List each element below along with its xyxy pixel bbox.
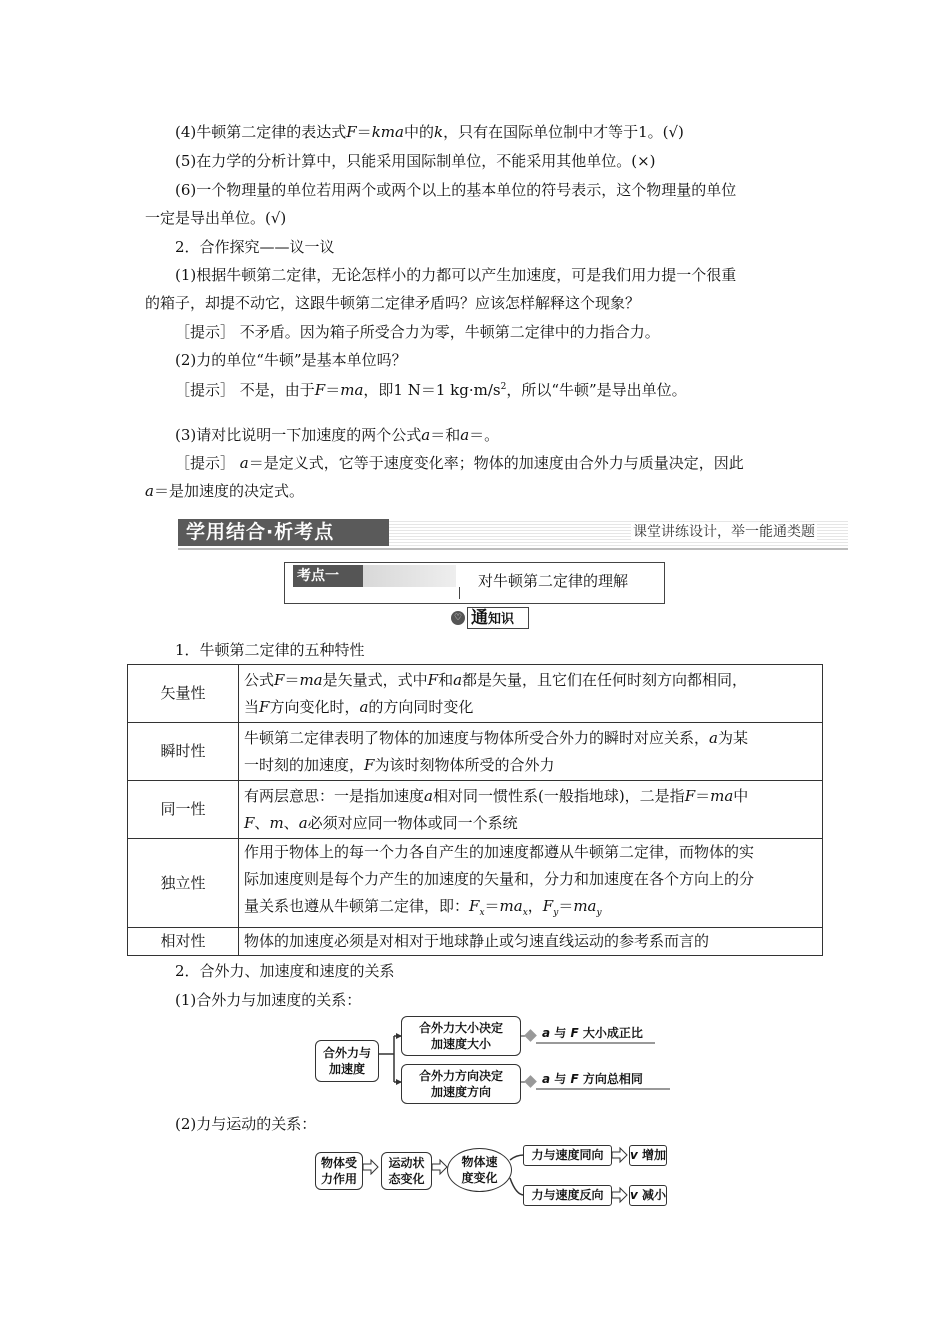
key-point-tag: 考点一 xyxy=(293,565,456,587)
table-row xyxy=(128,723,823,781)
diagram1-root: 合外力与 加速度 xyxy=(315,1040,379,1082)
statement-6-line1: (6)一个物理量的单位若用两个或两个以上的基本单位的符号表示，这个物理量的单位 xyxy=(175,181,737,199)
property-name: 同一性 xyxy=(128,781,239,839)
description-line: 有两层意思：一是指加速度a相对同一惯性系(一般指地球)，二是指F＝ma中 xyxy=(244,786,749,805)
question-1-line2: 的箱子，却提不动它，这跟牛顿第二定律矛盾吗？应该怎样解释这个现象？ xyxy=(145,294,641,312)
tongzhishi-box: 通知识 xyxy=(467,607,529,629)
description-line: 一时刻的加速度，F为该时刻物体所受的合外力 xyxy=(244,755,555,774)
answer-3-line2: a＝是加速度的决定式。 xyxy=(145,482,304,500)
answer-2: ［提示］ 不是，由于F＝ma，即1 N＝1 $kg\cdot m/s^2$，所以“牛顿”是导出单位。 xyxy=(175,381,687,399)
description-line: 公式F＝ma是矢量式，式中F和a都是矢量，且它们在任何时刻方向都相同， xyxy=(244,670,748,689)
banner-title: 学用结合·析考点 xyxy=(178,519,389,546)
diagram1-top-result: a 与 F 大小成正比 xyxy=(542,1026,643,1040)
key-point-tick xyxy=(459,587,460,599)
tongzhishi-label xyxy=(451,607,531,631)
banner-subtitle: 课堂讲练设计，举一能通类题 xyxy=(633,524,815,540)
subsection-sub-1: (1)合外力与加速度的关系： xyxy=(175,991,362,1009)
property-description xyxy=(239,839,823,928)
subsection-sub-2: (2)力与运动的关系： xyxy=(175,1115,317,1133)
heart-icon: ♡ xyxy=(451,611,465,625)
diagram1-top-box: 合外力大小决定 加速度大小 xyxy=(401,1016,521,1056)
diamond-icon xyxy=(524,1029,537,1042)
properties-table xyxy=(127,664,823,956)
diagram2-box-state: 运动状 态变化 xyxy=(381,1152,432,1190)
diamond-icon xyxy=(524,1075,537,1088)
property-name: 瞬时性 xyxy=(128,723,239,781)
key-point-title: 对牛顿第二定律的理解 xyxy=(478,572,629,590)
table-row xyxy=(128,928,823,956)
description-line: 际加速度则是每个力产生的加速度的矢量和，分力和加速度在各个方向上的分 xyxy=(244,870,755,888)
diagram1-bottom-result: a 与 F 方向总相同 xyxy=(542,1072,643,1086)
question-1-line1: (1)根据牛顿第二定律，无论怎样小的力都可以产生加速度，可是我们用力提一个很重 xyxy=(175,266,737,284)
property-name: 独立性 xyxy=(128,839,239,928)
statement-5: (5)在力学的分析计算中，只能采用国际制单位，不能采用其他单位。(×) xyxy=(175,152,656,170)
description-line: 牛顿第二定律表明了物体的加速度与物体所受合外力的瞬时对应关系，a为某 xyxy=(244,728,748,747)
section-heading-discuss: 2．合作探究——议一议 xyxy=(175,238,335,256)
table-row xyxy=(128,665,823,723)
description-line: 物体的加速度必须是对相对于地球静止或匀速直线运动的参考系而言的 xyxy=(244,932,710,950)
table-row xyxy=(128,781,823,839)
key-point-box xyxy=(284,562,665,604)
section-banner xyxy=(178,519,848,546)
diagram1-bottom-box: 合外力方向决定 加速度方向 xyxy=(401,1064,521,1104)
statement-4: (4)牛顿第二定律的表达式F＝kma中的k，只有在国际单位制中才等于1。(√) xyxy=(175,123,684,141)
diagram2-ellipse-velocity: 物体速 度变化 xyxy=(447,1148,512,1192)
description-line: F、m、a必须对应同一物体或同一个系统 xyxy=(244,813,518,832)
property-description xyxy=(239,928,823,956)
answer-1: ［提示］ 不矛盾。因为箱子所受合力为零，牛顿第二定律中的力指合力。 xyxy=(175,323,660,341)
diagram2-upper-box: 力与速度同向 xyxy=(523,1145,612,1166)
property-description xyxy=(239,781,823,839)
banner-underline xyxy=(178,548,848,550)
description-line: 当F方向变化时，a的方向同时变化 xyxy=(244,697,474,716)
subsection-title-1: 1．牛顿第二定律的五种特性 xyxy=(175,641,365,659)
diagram2-lower-box: 力与速度反向 xyxy=(523,1185,612,1206)
property-description xyxy=(239,665,823,723)
statement-6-line2: 一定是导出单位。(√) xyxy=(145,209,287,227)
table-row xyxy=(128,839,823,928)
property-description xyxy=(239,723,823,781)
subsection-title-2: 2．合外力、加速度和速度的关系 xyxy=(175,962,395,980)
diagram2-upper-result: v 增加 xyxy=(629,1145,667,1166)
description-line: 作用于物体上的每一个力各自产生的加速度都遵从牛顿第二定律，而物体的实 xyxy=(244,843,755,861)
question-2: (2)力的单位“牛顿”是基本单位吗？ xyxy=(175,351,407,369)
answer-3-line1: ［提示］ a＝是定义式，它等于速度变化率；物体的加速度由合外力与质量决定，因此 xyxy=(175,454,744,472)
property-name: 矢量性 xyxy=(128,665,239,723)
diagram2-lower-result: v 减小 xyxy=(629,1185,667,1206)
diagram2-box-force: 物体受 力作用 xyxy=(315,1152,363,1190)
property-name: 相对性 xyxy=(128,928,239,956)
question-3: (3)请对比说明一下加速度的两个公式a＝和a＝。 xyxy=(175,426,500,444)
description-line: 量关系也遵从牛顿第二定律，即：$F_x=ma_x$，$F_y=ma_y$ xyxy=(244,897,602,918)
